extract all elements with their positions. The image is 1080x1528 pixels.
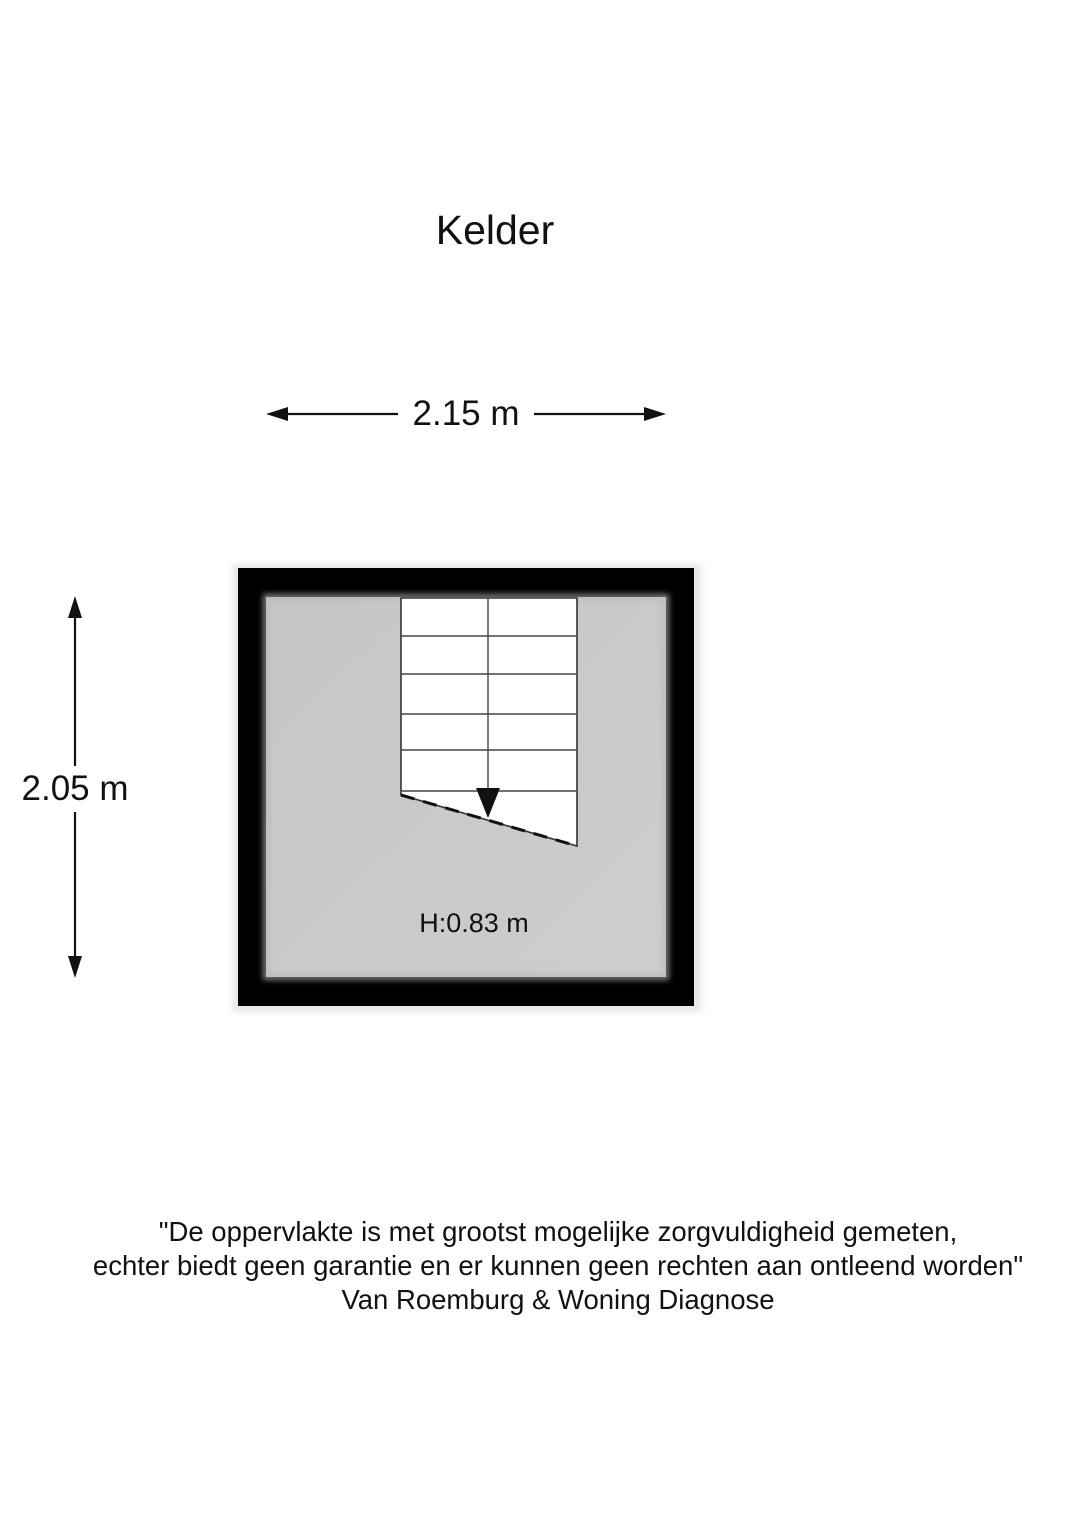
arrow-up-icon (68, 596, 82, 618)
arrow-down-icon (68, 956, 82, 978)
disclaimer-line: Van Roemburg & Woning Diagnose (341, 1284, 775, 1315)
width-dimension-label: 2.15 m (400, 394, 532, 434)
arrow-right-icon (644, 407, 666, 421)
room-height-label: H:0.83 m (419, 908, 529, 938)
arrow-left-icon (266, 407, 288, 421)
disclaimer (0, 1215, 1080, 1317)
disclaimer-line: echter biedt geen garantie en er kunnen geen rechten aan ontleend worden" (92, 1250, 1024, 1281)
floor-title: Kelder (435, 207, 555, 253)
disclaimer-line: "De oppervlakte is met grootst mogelijke zorgvuldigheid gemeten, (158, 1216, 958, 1247)
height-dimension-label: 2.05 m (10, 769, 140, 809)
